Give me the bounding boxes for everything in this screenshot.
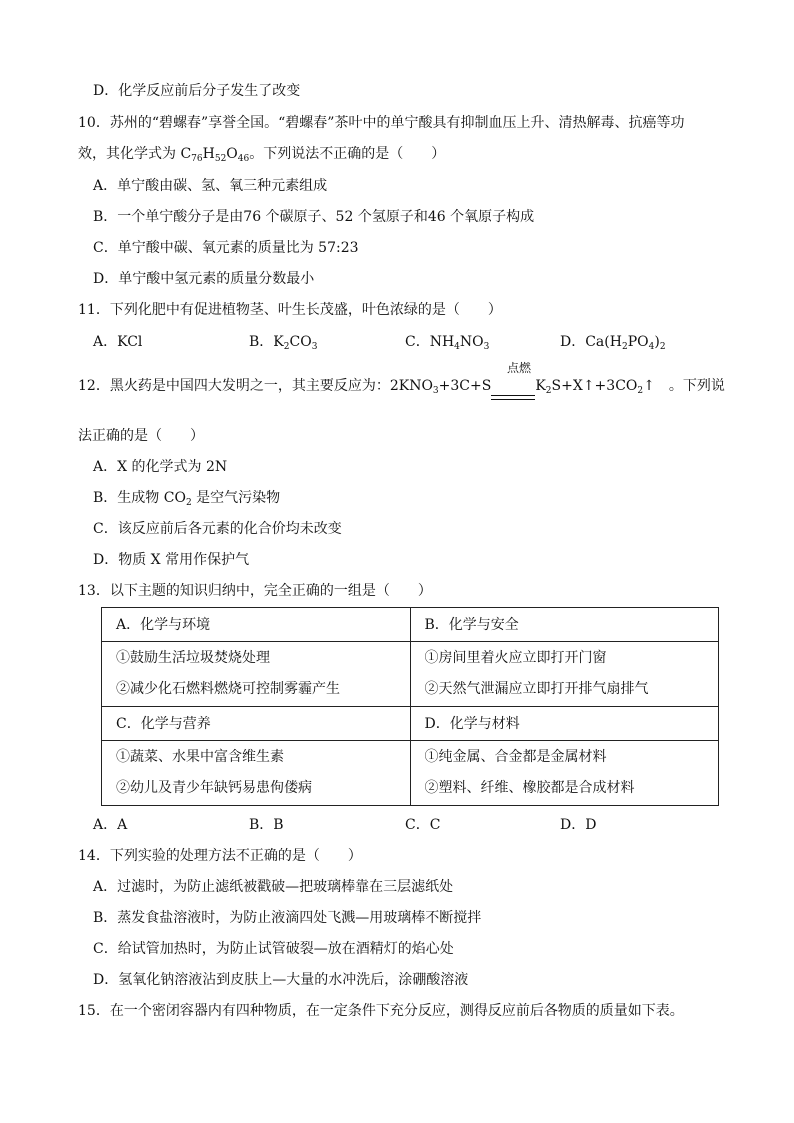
q14-stem: 14．下列实验的处理方法不正确的是（ ） <box>78 848 362 864</box>
q10-option-b: B．一个单宁酸分子是由76 个碳原子、52 个氢原子和46 个氧原子构成 <box>93 209 535 225</box>
q9-option-d: D．化学反应前后分子发生了改变 <box>93 83 301 99</box>
q10-option-c: C．单宁酸中碳、氧元素的质量比为 57:23 <box>93 240 359 256</box>
q12-equation-left: $2KNO_3+3C+S$ <box>389 378 492 396</box>
q11-stem: 11．下列化肥中有促进植物茎、叶生长茂盛，叶色浓绿的是（ ） <box>78 302 502 318</box>
q12-equation-right: $K_2S+X↑+3CO_2↑$ 。下列说 <box>535 378 725 396</box>
q12-option-d: D．物质 X 常用作保护气 <box>93 552 250 568</box>
q13-option-a: A．A <box>93 817 128 833</box>
q13-option-d: D．D <box>560 817 597 833</box>
table-cell-b-body: ①房间里着火应立即打开门窗 ②天然气泄漏应立即打开排气扇排气 <box>410 642 719 707</box>
q10-option-a: A．单宁酸由碳、氢、氧三种元素组成 <box>93 178 328 194</box>
table-cell-a-head: A．化学与环境 <box>102 608 411 642</box>
q13-stem: 13．以下主题的知识归纳中，完全正确的一组是（ ） <box>78 583 432 599</box>
q14-option-b: B．蒸发食盐溶液时，为防止液滴四处飞溅—用玻璃棒不断搅拌 <box>93 910 482 926</box>
table-cell-b-head: B．化学与安全 <box>410 608 719 642</box>
q10-stem-line2: 效，其化学式为 $C_{76}H_{52}O_{46}$。下列说法不正确的是（ ） <box>78 146 446 164</box>
q11-option-d: D．$Ca(H_2PO_4)_2$ <box>560 334 666 352</box>
table-cell-d-head: D．化学与材料 <box>410 707 719 741</box>
q11-option-a: A．KCl <box>93 334 143 350</box>
q13-knowledge-table <box>101 607 719 806</box>
table-cell-a-body: ①鼓励生活垃圾焚烧处理 ②减少化石燃料燃烧可控制雾霾产生 <box>102 642 411 707</box>
q10-stem-line1: 10．苏州的“碧螺春”享誉全国。“碧螺春”茶叶中的单宁酸具有抑制血压上升、清热解毒、抗癌等功 <box>78 115 685 131</box>
q12-option-b: B．生成物 $CO_2$ 是空气污染物 <box>93 490 281 508</box>
q12-condition-label: 点燃 <box>507 361 532 375</box>
q12-option-a: A．X 的化学式为 2N <box>93 459 228 475</box>
table-cell-d-body: ①纯金属、合金都是金属材料 ②塑料、纤维、橡胶都是合成材料 <box>410 741 719 806</box>
q11-option-c: C．$NH_4NO_3$ <box>405 334 490 352</box>
q12-stem-line1: 12．黑火药是中国四大发明之一，其主要反应为：$2KNO_3+3C+S$ $K_2S+X↑+3CO_2↑$ 。下列说 <box>78 379 725 396</box>
q13-option-c: C．C <box>405 817 441 833</box>
q10-option-d: D．单宁酸中氢元素的质量分数最小 <box>93 271 315 287</box>
q15-stem: 15．在一个密闭容器内有四种物质，在一定条件下充分反应，测得反应前后各物质的质量如下表。 <box>78 1003 684 1019</box>
q13-option-b: B．B <box>249 817 284 833</box>
table-cell-c-body: ①蔬菜、水果中富含维生素 ②幼儿及青少年缺钙易患佝偻病 <box>102 741 411 806</box>
q12-option-c: C．该反应前后各元素的化合价均未改变 <box>93 521 342 537</box>
q14-option-c: C．给试管加热时，为防止试管破裂—放在酒精灯的焰心处 <box>93 941 454 957</box>
q11-option-b: B．$K_2CO_3$ <box>249 334 318 352</box>
q12-stem-line2: 法正确的是（ ） <box>78 428 204 444</box>
table-cell-c-head: C．化学与营养 <box>102 707 411 741</box>
q14-option-a: A．过滤时，为防止滤纸被戳破—把玻璃棒靠在三层滤纸处 <box>93 879 454 895</box>
q14-option-d: D．氢氧化钠溶液沾到皮肤上—大量的水冲洗后，涂硼酸溶液 <box>93 972 469 988</box>
